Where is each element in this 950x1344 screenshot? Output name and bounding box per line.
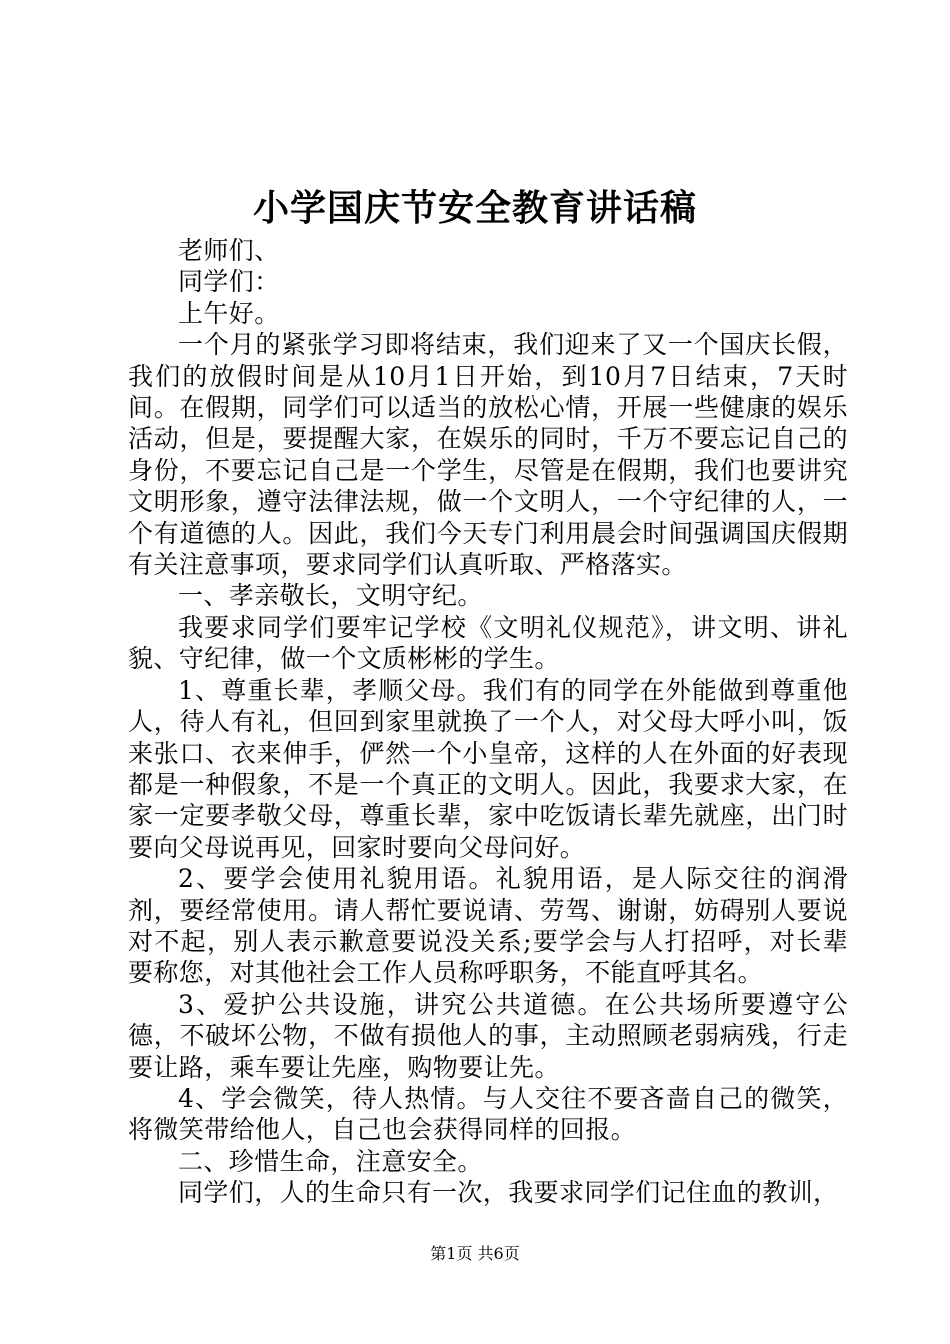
section-heading-2: 二、珍惜生命，注意安全。 bbox=[178, 1146, 483, 1176]
section-1-intro: 我要求同学们要牢记学校《文明礼仪规范》，讲文明、讲礼貌、守纪律，做一个文质彬彬的学生。 bbox=[128, 612, 848, 674]
intro-paragraph: 一个月的紧张学习即将结束，我们迎来了又一个国庆长假，我们的放假时间是从10月1日开始，到10月7日结束，7天时间。在假期，同学们可以适当的放松心情，开展一些健康的娱乐活动，但是，要提醒大家，在娱乐的同时，千万不要忘记自己的身份，不要忘记自己是一个学生，尽管是在假期，我们也要讲究文明形象，遵守法律法规，做一个文明人，一个守纪律的人，一个有道德的人。因此，我们今天专门利用晨会时间强调国庆假期有关注意事项，要求同学们认真听取、严格落实。 bbox=[128, 330, 848, 580]
greeting: 上午好。 bbox=[178, 298, 280, 328]
document-title: 小学国庆节安全教育讲话稿 bbox=[252, 187, 697, 229]
salutation-teachers: 老师们、 bbox=[178, 236, 280, 265]
page-number: 第1页 共6页 bbox=[430, 1244, 520, 1263]
section-heading-1: 一、孝亲敬长，文明守纪。 bbox=[178, 581, 483, 611]
salutation-students: 同学们： bbox=[178, 267, 280, 297]
document-body bbox=[128, 235, 848, 1209]
section-2-intro: 同学们，人的生命只有一次，我要求同学们记住血的教训， bbox=[178, 1178, 839, 1208]
point-4: 4、学会微笑，待人热情。与人交往不要吝啬自己的微笑，将微笑带给他人，自己也会获得同样的回报。 bbox=[128, 1083, 848, 1145]
point-1: 1、尊重长辈，孝顺父母。我们有的同学在外能做到尊重他人，待人有礼，但回到家里就换了一个人，对父母大呼小叫，饭来张口、衣来伸手，俨然一个小皇帝，这样的人在外面的好表现都是一种假象，不是一个真正的文明人。因此，我要求大家，在家一定要孝敬父母，尊重长辈，家中吃饭请长辈先就座，出门时要向父母说再见，回家时要向父母问好。 bbox=[128, 675, 848, 862]
point-2: 2、要学会使用礼貌用语。礼貌用语，是人际交往的润滑剂，要经常使用。请人帮忙要说请、劳驾、谢谢，妨碍别人要说对不起，别人表示歉意要说没关系;要学会与人打招呼，对长辈要称您，对其他社会工作人员称呼职务，不能直呼其名。 bbox=[128, 864, 848, 988]
point-3: 3、爱护公共设施，讲究公共道德。在公共场所要遵守公德，不破坏公物，不做有损他人的事，主动照顾老弱病残，行走要让路，乘车要让先座，购物要让先。 bbox=[128, 989, 848, 1082]
